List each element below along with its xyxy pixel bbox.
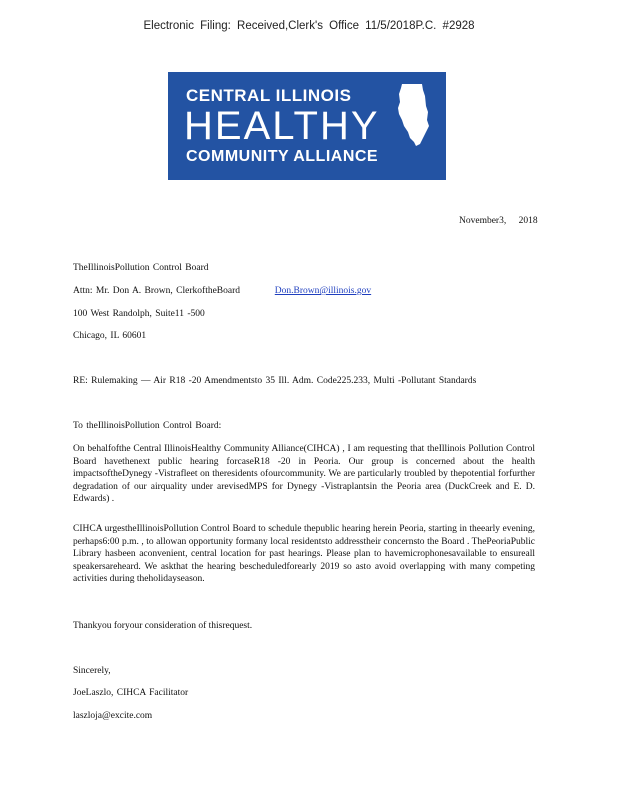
logo-line-1: CENTRAL ILLINOIS bbox=[186, 86, 352, 105]
address-street: 100 West Randolph, Suite11 -500 bbox=[73, 309, 205, 319]
address-city: Chicago, IL 60601 bbox=[73, 331, 147, 341]
clerk-email-link[interactable]: Don.Brown@illinois.gov bbox=[274, 286, 372, 296]
signer: JoeLaszlo, CIHCA Facilitator bbox=[73, 688, 189, 698]
paragraph-2: CIHCA urgestheIllinoisPollution Control Board to schedule thepublic hearing herein Peoria, starting in theearly evening, perhaps6:00 p.m. , to allowan opportunity formany local residentsto addresstheir concernsto the Board . ThePeoriaPublic Library hasbeen aconvenient, central location for past hearings. Please plan to havemicrophonesavailable to ensureall speakersareheard. We askthat the hearing bescheduledforearly 2019 so asto avoid overlapping with many competing activities during theholidayseason. bbox=[73, 524, 535, 584]
filing-header: Electronic Filing: Received,Clerk's Office 11/5/2018P.C. #2928 bbox=[143, 20, 475, 32]
letter-date: November3, 2018 bbox=[459, 216, 538, 226]
signer-email: laszloja@excite.com bbox=[73, 711, 153, 721]
re-line: RE: Rulemaking — Air R18 -20 Amendmentsto 35 Ill. Adm. Code225.233, Multi -Pollutant Standards bbox=[73, 376, 477, 386]
closing: Sincerely, bbox=[73, 666, 111, 676]
address-board: TheIllinoisPollution Control Board bbox=[73, 263, 209, 273]
cihca-logo bbox=[168, 72, 446, 180]
illinois-state-icon bbox=[396, 82, 432, 148]
paragraph-1: On behalfofthe Central IllinoisHealthy Community Alliance(CIHCA) , I am requesting that theIllinois Pollution Control Board havethenext public hearing forcaseR18 -20 in Peoria. Our group is concerned about the health impactsoftheDynegy -Vistrafleet on theresidents ofourcommunity. We are particularly troubled by thepotential forfurther degradation of our airquality under arevisedMPS for Dynegy -Vistraplantsin the Peoria area (DuckCreek and E. D. Edwards) . bbox=[73, 444, 535, 504]
salutation: To theIllinoisPollution Control Board: bbox=[73, 421, 222, 431]
logo-line-3: COMMUNITY ALLIANCE bbox=[186, 148, 379, 165]
attn-text: Attn: Mr. Don A. Brown, ClerkoftheBoard bbox=[73, 286, 241, 296]
paragraph-3: Thankyou foryour consideration of thisrequest. bbox=[73, 621, 253, 631]
logo-line-2: HEALTHY bbox=[184, 104, 380, 148]
address-attn bbox=[73, 285, 371, 298]
